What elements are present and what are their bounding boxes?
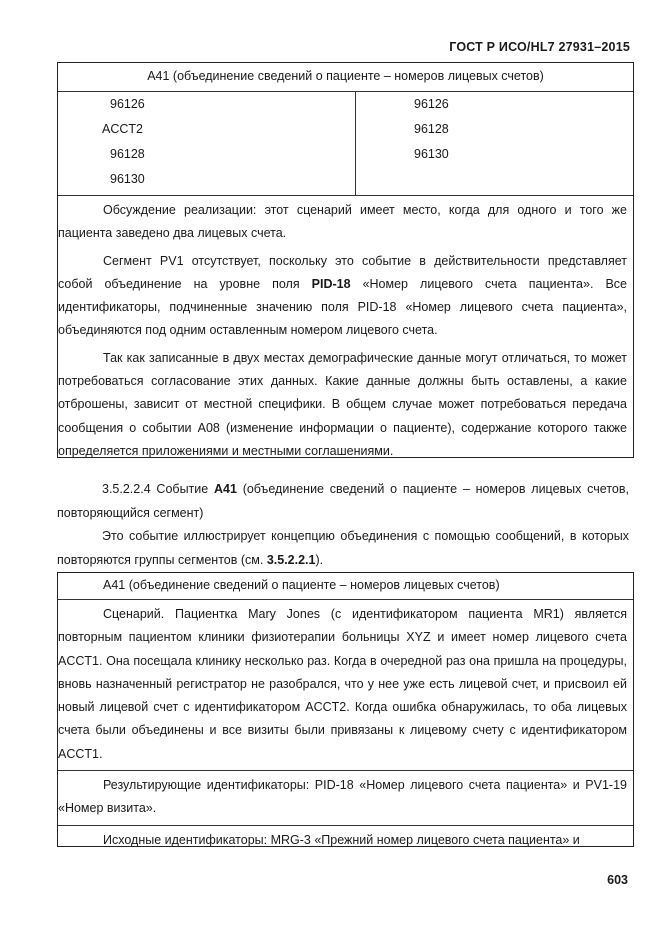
id-cell: 96130 bbox=[110, 172, 145, 186]
scenario-row bbox=[58, 600, 633, 771]
id-cell: 96128 bbox=[110, 147, 145, 161]
section-3-5-2-2-4 bbox=[57, 478, 629, 572]
id-cell: 96126 bbox=[414, 97, 449, 111]
scenario-text: Сценарий. Пациентка Mary Jones (с идентификатором пациента MR1) является повторным пациентом клиники физиотерапии больницы XYZ и имеет номер лицевого счета ACCT1. Она посещала клинику несколько раз. Когда в очередной раз она пришла на процедуры, вновь назначенный регистратор не разобрался, что у нее уже есть лицевой счет, и присвоил ей новый лицевой счет с идентификатором ACCT2. Когда ошибка обнаружилась, то оба лицевых счета были объединены и все визиты были привязаны к лицевому счету с идентификатором ACCT1. bbox=[58, 607, 627, 761]
id-cell: 96126 bbox=[110, 97, 145, 111]
discussion-paragraph: Сегмент PV1 отсутствует, поскольку это событие в действительности представляет собой объединение на уровне поля PID-18 «Номер лицевого счета пациента». Все идентификаторы, подчиненные значению поля PID-18 «Номер лицевого счета пациента», объединяются под одним оставленным номером лицевого счета. bbox=[58, 253, 627, 338]
id-cell: 96130 bbox=[414, 147, 449, 161]
source-text: Исходные идентификаторы: MRG-3 «Прежний номер лицевого счета пациента» и bbox=[103, 832, 580, 847]
right-id-column bbox=[414, 92, 449, 167]
left-id-column bbox=[102, 92, 145, 192]
table-a41-ids bbox=[57, 62, 634, 458]
discussion-paragraph: Так как записанные в двух местах демографические данные могут отличаться, то может потребоваться согласование этих данных. Какие данные должны быть оставлены, а какие отброшены, зависит от местной специфики. В общем случае может потребоваться передача сообщения о событии А08 (изменение информации о пациенте), содержание которого также определяется приложениями и местными соглашениями. bbox=[58, 350, 627, 458]
ids-grid bbox=[58, 92, 633, 196]
result-row bbox=[58, 771, 633, 826]
table-title: А41 (объединение сведений о пациенте – номеров лицевых счетов) bbox=[58, 573, 633, 600]
discussion-block bbox=[58, 196, 633, 463]
table-a41-scenario bbox=[57, 572, 634, 847]
id-cell: ACCT2 bbox=[102, 122, 143, 136]
source-row bbox=[58, 826, 633, 856]
result-text: Результирующие идентификаторы: PID-18 «Номер лицевого счета пациента» и PV1-19 «Номер визита». bbox=[58, 778, 627, 816]
id-cell: 96128 bbox=[414, 122, 449, 136]
document-header: ГОСТ Р ИСО/HL7 27931–2015 bbox=[449, 40, 630, 54]
column-divider bbox=[355, 92, 356, 195]
section-heading: 3.5.2.2.4 Событие А41 (объединение сведений о пациенте – номеров лицевых счетов, повторяющийся сегмент) bbox=[57, 482, 629, 520]
table-title: А41 (объединение сведений о пациенте – номеров лицевых счетов) bbox=[58, 63, 633, 92]
page-number: 603 bbox=[607, 873, 628, 887]
discussion-paragraph: Обсуждение реализации: этот сценарий имеет место, когда для одного и того же пациента заведено два лицевых счета. bbox=[58, 203, 627, 241]
section-paragraph: Это событие иллюстрирует концепцию объединения с помощью сообщений, в которых повторяются группы сегментов (см. 3.5.2.2.1). bbox=[57, 529, 629, 567]
